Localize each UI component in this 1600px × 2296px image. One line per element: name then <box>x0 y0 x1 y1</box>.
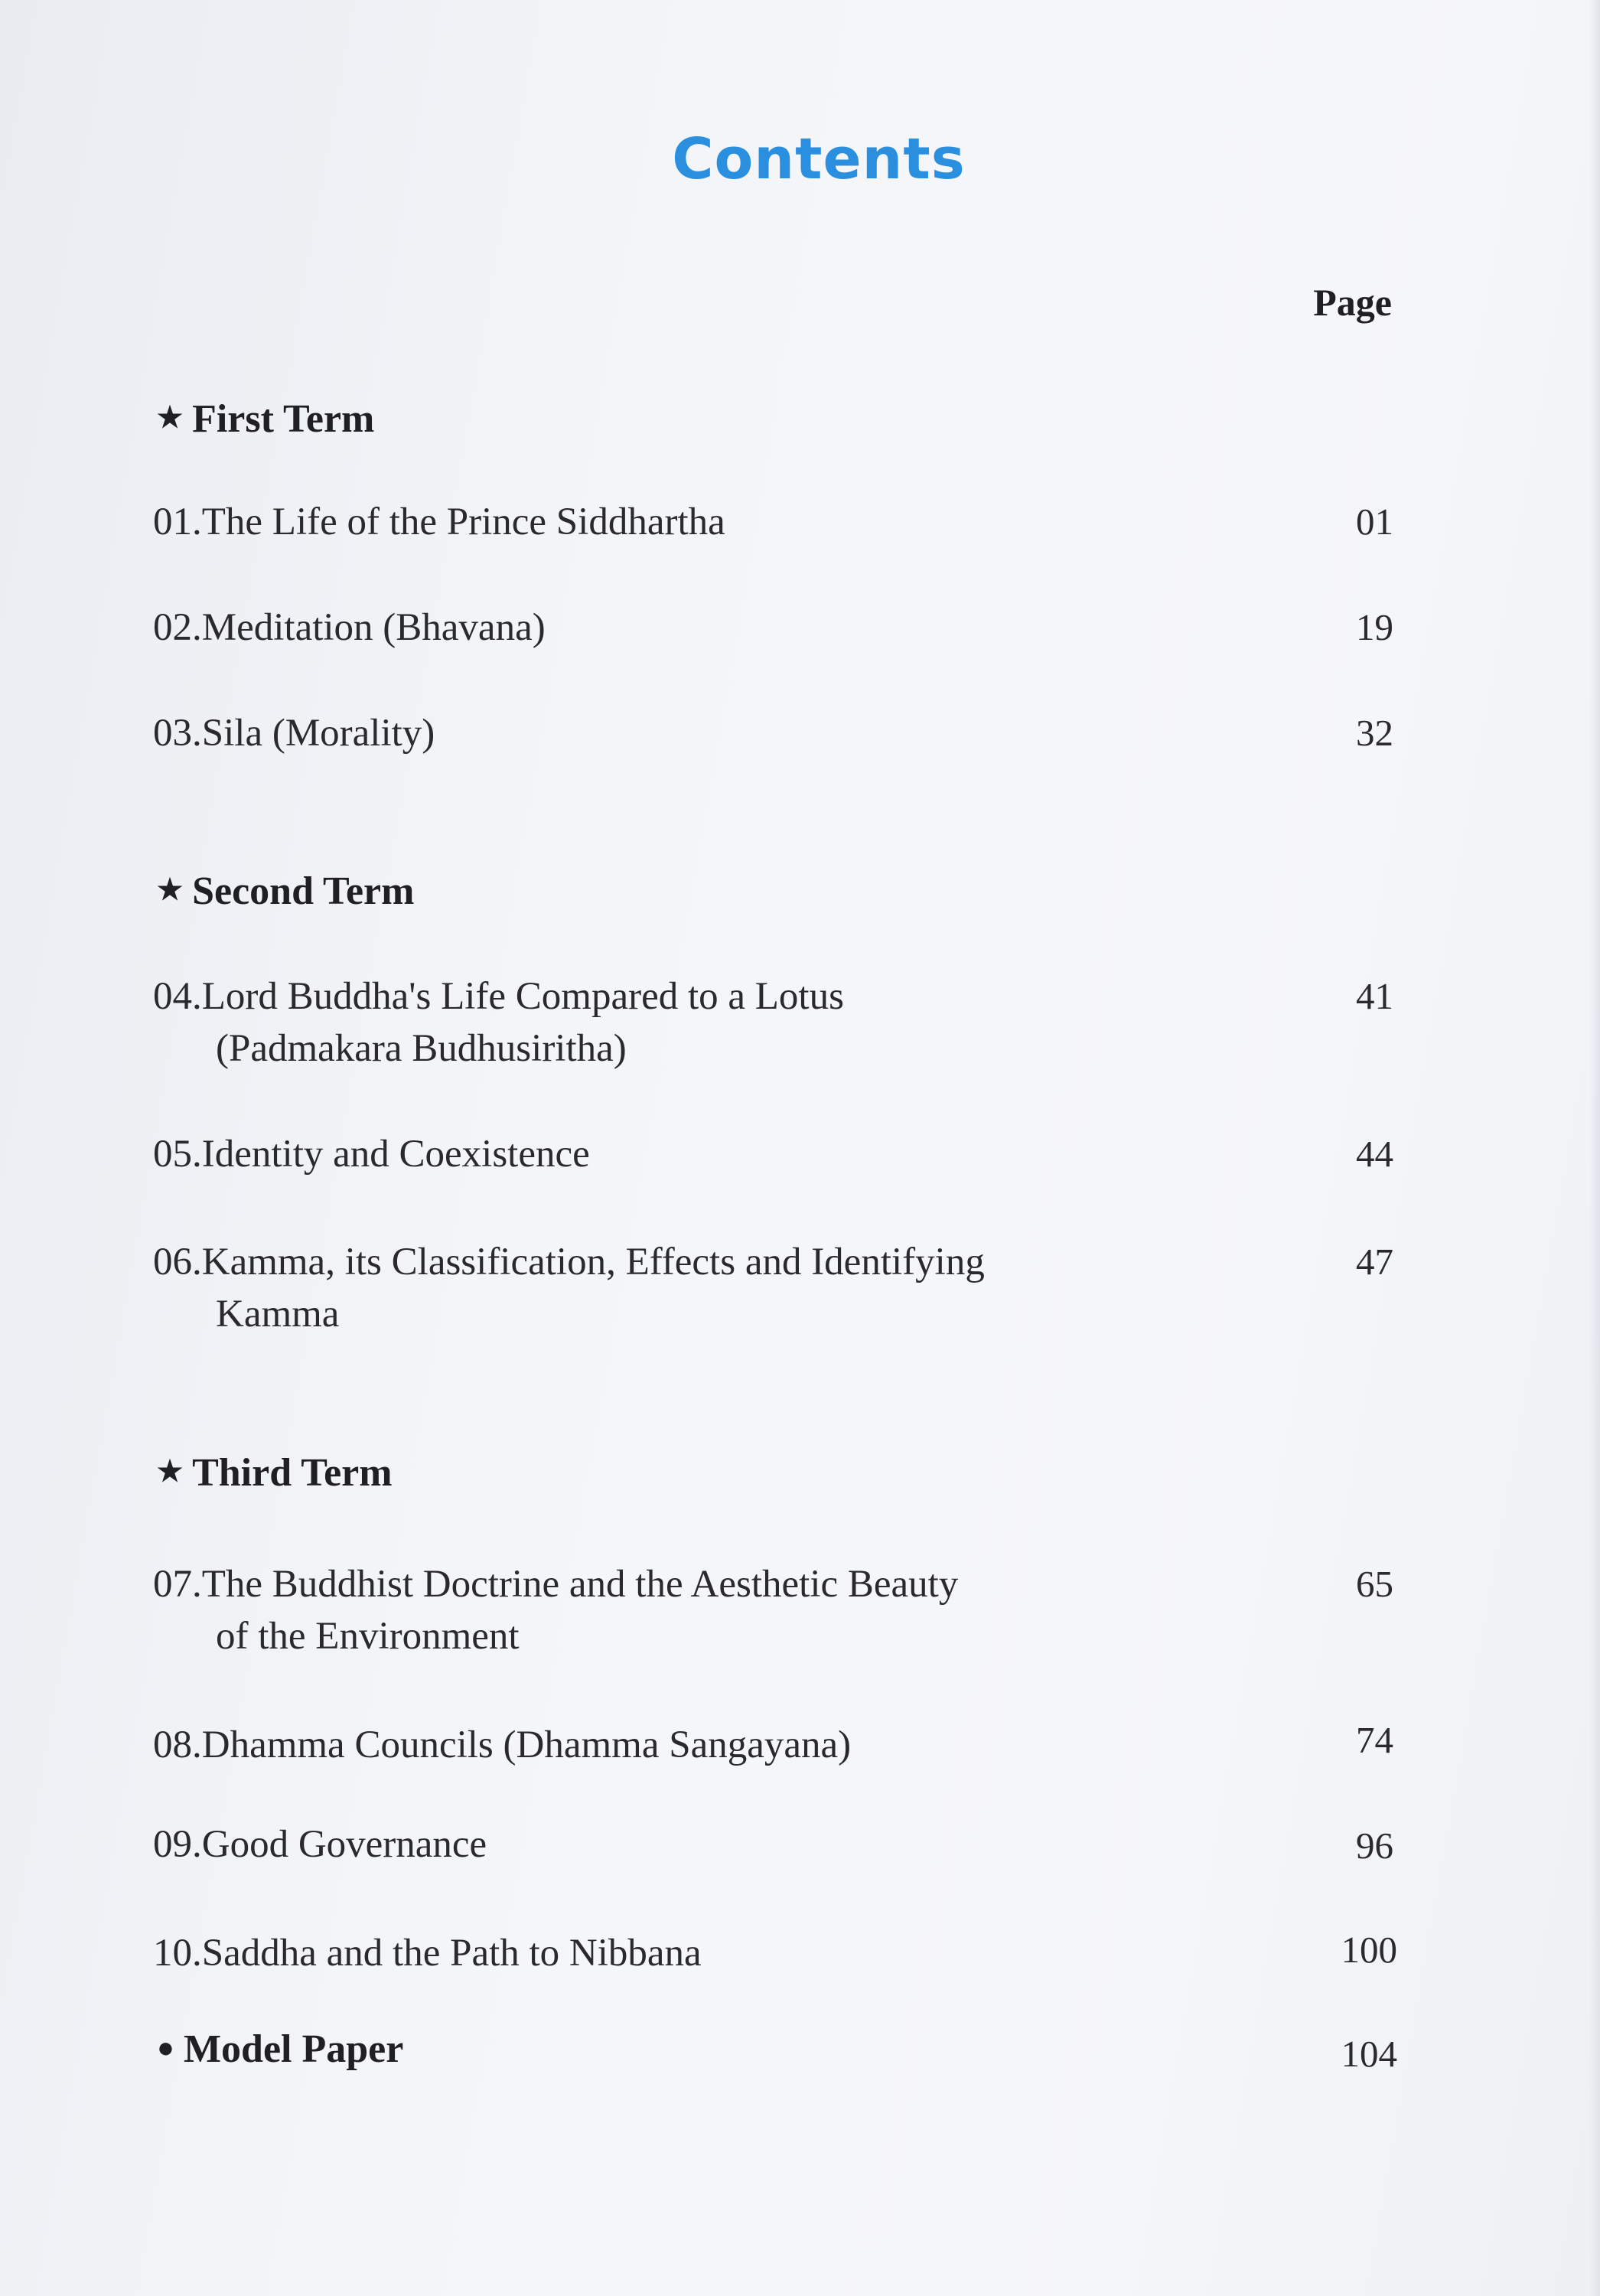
model-paper-page: 104 <box>1341 2033 1397 2075</box>
entry-page-08: 74 <box>1356 1719 1393 1761</box>
entry-number: 04. <box>153 975 202 1018</box>
section-first-term <box>157 396 374 442</box>
entry-number: 02. <box>153 606 202 649</box>
entry-title-line2: Kamma <box>216 1293 340 1336</box>
page-edge-shadow <box>1589 0 1600 2296</box>
section-label: First Term <box>192 397 375 441</box>
toc-entry-08[interactable] <box>153 1719 1408 1771</box>
toc-entry-07[interactable] <box>153 1558 1408 1662</box>
bullet-icon: ● <box>157 2032 174 2064</box>
entry-page-01: 01 <box>1356 501 1393 543</box>
entry-page-10: 100 <box>1341 1929 1397 1971</box>
toc-entry-03[interactable] <box>153 707 1408 759</box>
entry-title-line2: of the Environment <box>216 1615 520 1658</box>
entry-number: 05. <box>153 1133 202 1176</box>
entry-page-02: 19 <box>1356 606 1393 648</box>
star-icon: ★ <box>157 402 184 434</box>
star-icon: ★ <box>157 1456 184 1488</box>
page-title: Contents <box>672 126 966 192</box>
toc-entry-02[interactable] <box>153 602 1408 654</box>
entry-page-05: 44 <box>1356 1133 1393 1175</box>
entry-page-06: 47 <box>1356 1241 1393 1283</box>
section-second-term <box>157 869 414 914</box>
entry-title: Sila (Morality) <box>201 712 435 755</box>
entry-page-04: 41 <box>1356 975 1393 1017</box>
entry-number: 07. <box>153 1563 202 1606</box>
section-model-paper[interactable] <box>157 2027 403 2072</box>
entry-title: Kamma, its Classification, Effects and Identifying <box>201 1241 985 1283</box>
entry-title: Good Governance <box>201 1823 487 1866</box>
entry-number: 09. <box>153 1823 202 1866</box>
section-label: Second Term <box>192 869 415 913</box>
entry-title: Identity and Coexistence <box>201 1133 590 1176</box>
entry-number: 03. <box>153 712 202 755</box>
toc-entry-09[interactable] <box>153 1818 1408 1870</box>
toc-entry-10[interactable] <box>153 1927 1408 1979</box>
entry-title: Saddha and the Path to Nibbana <box>201 1932 702 1975</box>
toc-entry-01[interactable] <box>153 496 1408 548</box>
entry-title: The Buddhist Doctrine and the Aesthetic Beauty <box>201 1563 959 1606</box>
entry-number: 10. <box>153 1932 202 1975</box>
entry-page-03: 32 <box>1356 712 1393 754</box>
star-icon: ★ <box>157 874 184 906</box>
section-label: Third Term <box>192 1451 393 1495</box>
entry-title: Dhamma Councils (Dhamma Sangayana) <box>201 1724 852 1766</box>
entry-title: The Life of the Prince Siddhartha <box>201 501 725 543</box>
entry-title: Meditation (Bhavana) <box>201 606 546 649</box>
entry-number: 01. <box>153 501 202 543</box>
toc-entry-05[interactable] <box>153 1128 1408 1180</box>
entry-page-09: 96 <box>1356 1825 1393 1867</box>
entry-title-line2: (Padmakara Budhusiritha) <box>216 1027 627 1070</box>
section-third-term <box>157 1450 393 1495</box>
section-label: Model Paper <box>183 2027 404 2071</box>
page-column-header: Page <box>1313 281 1392 324</box>
entry-title: Lord Buddha's Life Compared to a Lotus <box>201 975 844 1018</box>
entry-number: 08. <box>153 1724 202 1766</box>
toc-entry-06[interactable] <box>153 1236 1408 1340</box>
entry-number: 06. <box>153 1241 202 1283</box>
toc-entry-04[interactable] <box>153 970 1408 1075</box>
entry-page-07: 65 <box>1356 1563 1393 1605</box>
